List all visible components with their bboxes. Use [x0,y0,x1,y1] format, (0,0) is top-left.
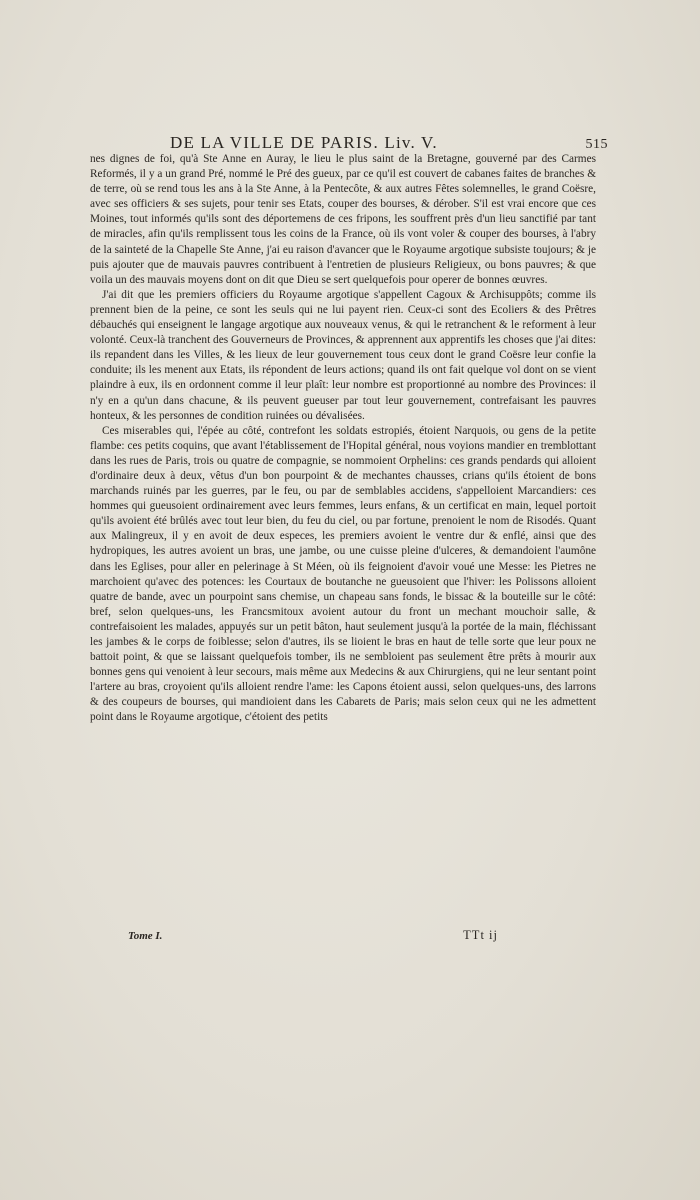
signature-mark: TTt ij [463,928,498,942]
paragraph-cagoux: J'ai dit que les premiers officiers du Royaume argotique s'appellent Cagoux & Archisuppôts; comme ils prennent bien de la peine, ce sont les seuls qui ne lui payent rien. Ceux-ci sont des Ecoliers & des Prêtres débauchés qui enseignent le langage argotique aux nouveaux venus, & qui le retranchent & le reforment à leur volonté. Ceux-là tranchent des Gouverneurs de Provinces, & apprennent aux apprentifs les choses que j'ai dites: ils repandent dans les Villes, & les lieux de leur gouvernement tous ceux dont le grand Coësre leur confie la conduite; ils les menent aux Etats, ils répondent de leurs actions; quand ils ont fait quelque vol dont on se vient plaindre à eux, ils en ordonnent comme il leur plaît: leur nombre est proportionné au nombre des Provinces: il n'y en a qu'un dans chacune, & ils peuvent gueuser par tout leur gouvernement, contrefaisant les pauvres honteux, & les personnes de condition ruinées ou dévalisées. [90,288,596,422]
paragraph-continuation: nes dignes de foi, qu'à Ste Anne en Auray, le lieu le plus saint de la Bretagne, gouverné par des Carmes Reformés, il y a un grand Pré, nommé le Pré des gueux, par ce qu'il est couvert de cabanes faites de branches & de terre, où se rend tous les ans à la Ste Anne, à la Pentecôte, & aux autres Fêtes solemnelles, le grand Coësre, avec ses officiers & ses sujets, pour tenir ses Etats, couper des bourses, & dérober. S'il est vrai encore que ces Moines, tout informés qu'ils sont des déportemens de ces fripons, les souffrent près d'un lieu sanctifié par tant de miracles, afin qu'ils remplissent tous les coins de la France, où ils vont voler & couper des bourses, à l'abry de la sainteté de la Chapelle Ste Anne, j'ai eu raison d'avancer que le Royaume argotique subsiste toujours; & je puis ajouter que de mauvais pauvres contribuent à l'entretien de plusieurs Religieux, ou bons pauvres; & que voila un des mauvais moyens dont on dit que Dieu se sert quelquefois pour operer de bonnes œuvres. [90,153,596,286]
tome-label: Tome I. [128,930,163,942]
page-number: 515 [585,137,608,152]
body-text [90,152,596,726]
running-title: DE LA VILLE DE PARIS. Liv. V. [170,133,438,152]
page-footer [128,928,498,943]
paragraph-miserables: Ces miserables qui, l'épée au côté, contrefont les soldats estropiés, étoient Narquois, ou gens de la petite flambe: ces petits coquins, que avant l'établissement de l'Hopital général, nous voyions mandier en tremblottant dans les rues de Paris, trois ou quatre de compagnie, se nommoient Orphelins: ces grands pendards qui alloient d'ordinaire deux à deux, vêtus d'un bon pourpoint & de mechantes chausses, crians qu'ils étoient de bons marchands ruinés par les guerres, par le feu, ou par de semblables accidens, s'appelloient Marcandiers: ces hommes qui gueusoient ordinairement avec leurs femmes, leurs enfans, & un certificat en main, lequel portoit qu'ils avoient été brûlés avec tout leur bien, du feu du ciel, ou par fortune, prenoient le nom de Risodés. Quant aux Malingreux, il y en avoit de deux especes, les premiers avoient le ventre dur & enflé, ainsi que des hydropiques, les autres avoient un bras, une jambe, ou une cuisse pleine d'ulceres, & demandoient l'aumône dans les Eglises, pour aller en pelerinage à St Méen, où ils feignoient d'avoir voué une Messe: les Pietres ne marchoient qu'avec des potences: les Courtaux de boutanche ne gueusoient que l'hiver: les Polissons alloient quatre de bande, avec un pourpoint sans chemise, un chapeau sans fonds, le bissac & la bouteille sur le côté: bref, selon quelques-uns, les Francsmitoux avoient autour du front un mechant mouchoir salle, & contrefaisoient les malades, appuyés sur un petit bâton, haut seulement jusqu'à la portée de la main, fléchissant les jambes & le corps de foiblesse; selon d'autres, ils se lioient le bras en haut de telle sorte que leur poux ne battoit point, & que se laissant quelquefois tomber, ils ne sembloient pas seulement être prêts à mourir aux bonnes gens qui venoient à leur secours, mais même aux Medecins & aux Chirurgiens, qui ne leur sentant point l'artere au bras, croyoient qu'ils alloient rendre l'ame: les Capons étoient aussi, selon quelques-uns, des larrons & des coupeurs de bourses, qui mandioient dans les Cabarets de Paris; mais selon ceux qui ne les admettent point dans le Royaume argotique, c'étoient des petits [90,424,596,724]
running-head [88,133,608,153]
